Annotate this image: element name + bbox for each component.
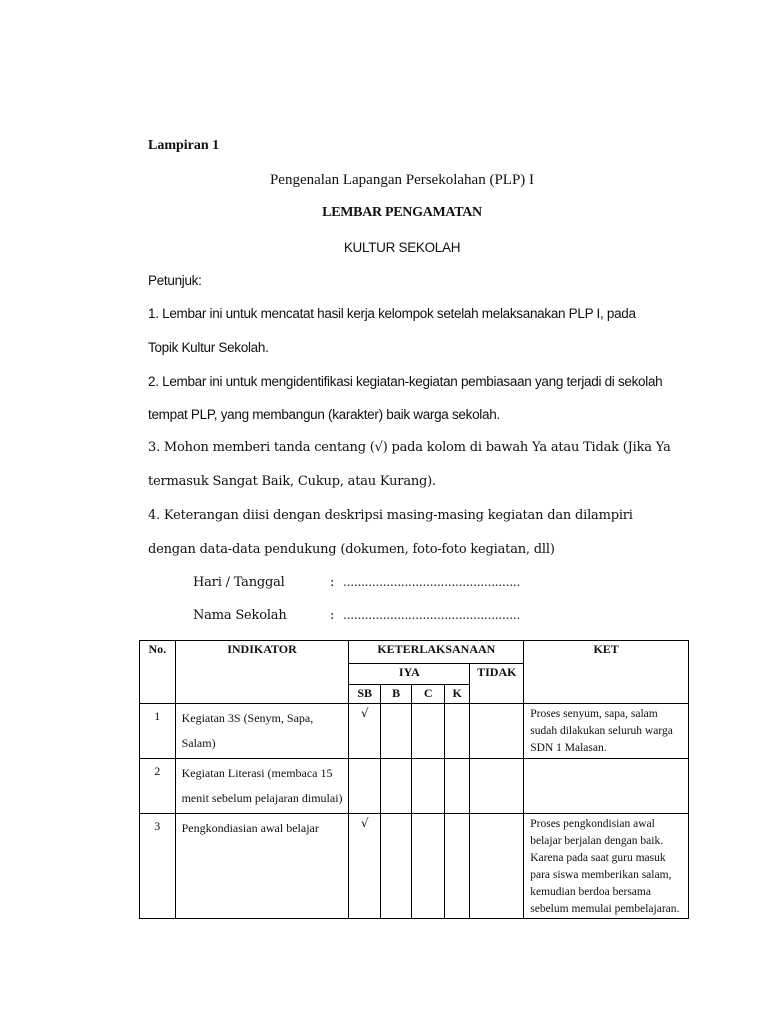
- header-indicator: INDIKATOR: [175, 641, 349, 704]
- instruction-line: 2. Lembar ini untuk mengidentifikasi kegiatan-kegiatan pembiasaan yang terjadi di sekolah: [148, 374, 663, 389]
- instruction-line: tempat PLP, yang membangun (karakter) baik warga sekolah.: [148, 407, 500, 422]
- indicator-line: menit sebelum pelajaran dimulai): [181, 791, 343, 805]
- check-c-cell[interactable]: [412, 814, 445, 919]
- table-row: [140, 704, 689, 759]
- observation-table: [139, 640, 689, 919]
- check-b-cell[interactable]: [380, 759, 412, 814]
- header-no: No.: [140, 641, 176, 704]
- instruction-line: termasuk Sangat Baik, Cukup, atau Kurang).: [148, 474, 436, 489]
- header-yes: IYA: [349, 664, 470, 685]
- check-k-cell[interactable]: [444, 814, 469, 919]
- indicator-line: Kegiatan Literasi (membaca 15: [181, 766, 333, 780]
- school-field-label: Nama Sekolah: [193, 608, 287, 623]
- header-tidak: TIDAK: [470, 664, 524, 704]
- note-line: para siswa memberikan salam,: [530, 869, 672, 881]
- check-c-cell[interactable]: [412, 759, 445, 814]
- row-number: 2: [140, 759, 176, 814]
- program-title: Pengenalan Lapangan Persekolahan (PLP) I: [269, 172, 535, 188]
- check-tidak-cell[interactable]: [470, 704, 524, 759]
- note-line: SDN 1 Malasan.: [530, 742, 607, 754]
- note-line: Proses pengkondisian awal: [530, 818, 655, 830]
- header-k: K: [444, 685, 469, 704]
- appendix-label: Lampiran 1: [148, 138, 220, 153]
- row-note: [524, 704, 689, 759]
- school-field-separator: :: [330, 608, 335, 623]
- row-note: [524, 814, 689, 919]
- check-sb-cell[interactable]: [349, 759, 381, 814]
- header-note: KET: [524, 641, 689, 704]
- instruction-line: 1. Lembar ini untuk mencatat hasil kerja kelompok setelah melaksanakan PLP I, pada: [148, 306, 636, 321]
- indicator-line: Kegiatan 3S (Senym, Sapa,: [181, 711, 314, 725]
- check-k-cell[interactable]: [444, 704, 469, 759]
- date-field-separator: :: [330, 575, 335, 590]
- row-indicator: [175, 814, 349, 919]
- row-number: 1: [140, 704, 176, 759]
- row-indicator: [175, 759, 349, 814]
- note-line: sudah dilakukan seluruh warga: [530, 725, 673, 737]
- check-tidak-cell[interactable]: [470, 759, 524, 814]
- date-field-label: Hari / Tanggal: [193, 575, 285, 590]
- row-number: 3: [140, 814, 176, 919]
- indicator-line: Pengkondiasian awal belajar: [181, 821, 319, 835]
- note-line: belajar berjalan dengan baik.: [530, 835, 664, 847]
- header-c: C: [412, 685, 445, 704]
- topic-title: KULTUR SEKOLAH: [343, 240, 461, 255]
- instruction-line: Topik Kultur Sekolah.: [148, 340, 269, 355]
- row-note: [524, 759, 689, 814]
- instruction-line: 4. Keterangan diisi dengan deskripsi masing-masing kegiatan dan dilampiri: [148, 508, 633, 523]
- header-b: B: [380, 685, 412, 704]
- note-line: sebelum memulai pembelajaran.: [530, 903, 680, 915]
- table-row: [140, 814, 689, 919]
- check-sb-cell[interactable]: √: [349, 704, 381, 759]
- date-field-value[interactable]: .................................................: [343, 575, 521, 589]
- indicator-line: Salam): [181, 736, 216, 750]
- sheet-title: LEMBAR PENGAMATAN: [322, 205, 482, 220]
- check-tidak-cell[interactable]: [470, 814, 524, 919]
- check-k-cell[interactable]: [444, 759, 469, 814]
- instruction-line: 3. Mohon memberi tanda centang (√) pada kolom di bawah Ya atau Tidak (Jika Ya: [148, 440, 671, 455]
- school-field-value[interactable]: .................................................: [343, 608, 521, 622]
- note-line: Karena pada saat guru masuk: [530, 852, 666, 864]
- check-sb-cell[interactable]: √: [349, 814, 381, 919]
- instruction-line: dengan data-data pendukung (dokumen, foto-foto kegiatan, dll): [148, 542, 555, 557]
- note-line: kemudian berdoa bersama: [530, 886, 651, 898]
- table-row: [140, 759, 689, 814]
- header-execution: KETERLAKSANAAN: [349, 641, 524, 664]
- note-line: Proses senyum, sapa, salam: [530, 708, 658, 720]
- check-b-cell[interactable]: [380, 704, 412, 759]
- header-sb: SB: [349, 685, 381, 704]
- row-indicator: [175, 704, 349, 759]
- instructions-label: Petunjuk:: [148, 273, 202, 288]
- check-b-cell[interactable]: [380, 814, 412, 919]
- check-c-cell[interactable]: [412, 704, 445, 759]
